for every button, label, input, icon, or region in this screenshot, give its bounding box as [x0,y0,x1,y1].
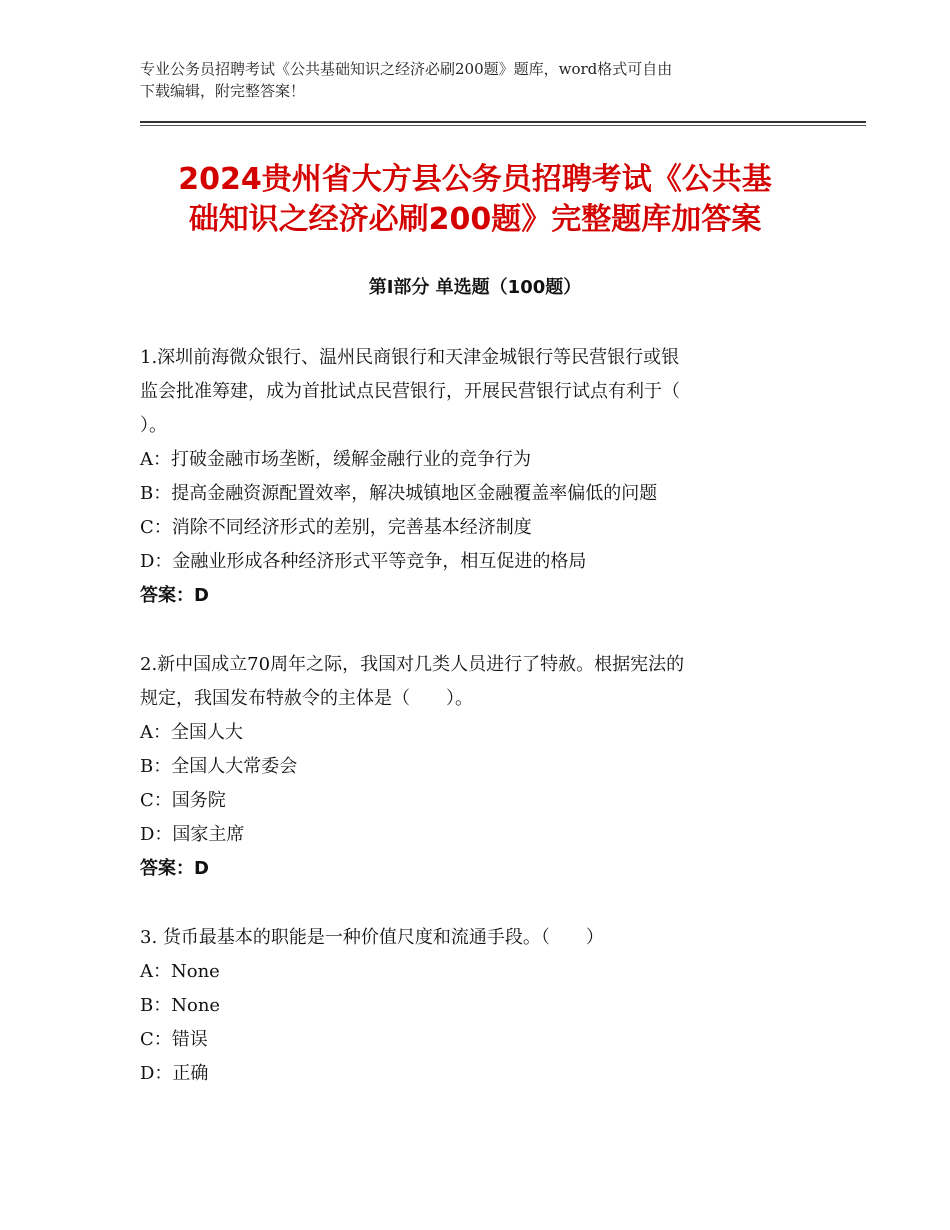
document-title-line: 2024贵州省大方县公务员招聘考试《公共基 [178,162,772,197]
option-b: B：None [140,995,221,1016]
document-title [130,160,820,240]
header-divider [140,121,866,123]
question-stem: 3. 货币最基本的职能是一种价值尺度和流通手段。（ ） [140,927,604,948]
option-a: A：全国人大 [140,722,243,743]
question-3 [140,921,810,1091]
header-note-line: 专业公务员招聘考试《公共基础知识之经济必刷200题》题库，word格式可自由 [140,60,673,78]
header-note [140,58,820,102]
option-d: D：金融业形成各种经济形式平等竞争，相互促进的格局 [140,551,587,572]
question-stem: 2.新中国成立70周年之际，我国对几类人员进行了特赦。根据宪法的 [140,654,685,675]
header-note-line: 下载编辑，附完整答案！ [140,82,306,100]
option-c: C：国务院 [140,790,226,811]
question-1 [140,341,810,613]
document-title-line: 础知识之经济必刷200题》完整题库加答案 [188,202,762,237]
option-d: D：正确 [140,1063,209,1084]
question-stem: 1.深圳前海微众银行、温州民商银行和天津金城银行等民营银行或银 [140,347,680,368]
question-stem: 规定，我国发布特赦令的主体是（ ）。 [140,688,473,709]
answer-label: 答案：D [140,585,209,606]
question-stem: ）。 [140,415,167,436]
option-a: A：打破金融市场垄断，缓解金融行业的竞争行为 [140,449,531,470]
question-stem: 监会批准筹建，成为首批试点民营银行，开展民营银行试点有利于（ [140,381,680,402]
section-title: 第Ⅰ部分 单选题（100题） [368,277,582,298]
option-c: C：错误 [140,1029,208,1050]
option-a: A：None [140,961,220,982]
answer-label: 答案：D [140,858,209,879]
option-b: B：全国人大常委会 [140,756,298,777]
option-c: C：消除不同经济形式的差别，完善基本经济制度 [140,517,532,538]
option-d: D：国家主席 [140,824,245,845]
header-divider-thin [140,125,866,126]
option-b: B：提高金融资源配置效率，解决城镇地区金融覆盖率偏低的问题 [140,483,658,504]
question-2 [140,648,810,886]
